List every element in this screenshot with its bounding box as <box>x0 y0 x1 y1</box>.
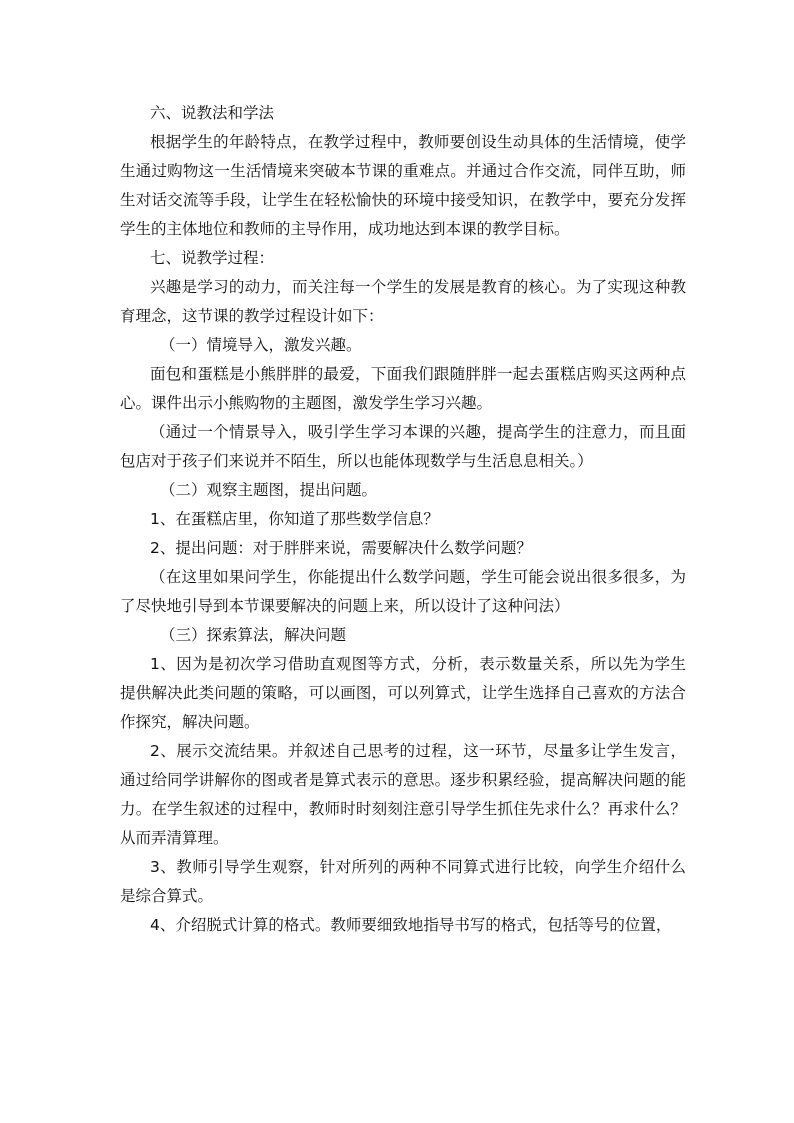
list-item-question-1: 1、在蛋糕店里，你知道了那些数学信息？ <box>150 510 439 528</box>
section-heading-teaching-methods: 六、说教法和学法 <box>150 104 275 122</box>
paragraph-teaching-methods: 根据学生的年龄特点，在教学过程中，教师要创设生动具体的生活情境，使学生通过购物这一生活情境来突破本节课的重难点。并通过合作交流，同伴互助，师生对话交流等手段，让学生在轻松愉快的环境中接受知识，在教学中，要充分发挥学生的主体地位和教师的主导作用，成功地达到本课的教学目标。 <box>120 133 686 238</box>
list-item-step-4: 4、介绍脱式计算的格式。教师要细致地指导书写的格式，包括等号的位置， <box>150 916 672 934</box>
subheading-situation-intro: （一）情境导入，激发兴趣。 <box>160 336 362 354</box>
list-item-step-1: 1、因为是初次学习借助直观图等方式，分析，表示数量关系，所以先为学生提供解决此类问题的策略，可以画图，可以列算式，让学生选择自己喜欢的方法合作探究，解决问题。 <box>120 655 686 731</box>
paragraph-bakery-scenario: 面包和蛋糕是小熊胖胖的最爱，下面我们跟随胖胖一起去蛋糕店购买这两种点心。课件出示小熊购物的主题图，激发学生学习兴趣。 <box>120 365 686 412</box>
paragraph-question-note: （在这里如果问学生，你能提出什么数学问题，学生可能会说出很多很多，为了尽快地引导到本节课要解决的问题上来，所以设计了这种问法） <box>120 568 686 615</box>
document-body <box>120 99 686 940</box>
paragraph-scenario-note: （通过一个情景导入，吸引学生学习本课的兴趣，提高学生的注意力，而且面包店对于孩子们来说并不陌生，所以也能体现数学与生活息息相关。） <box>120 423 686 470</box>
subheading-explore-methods: （三）探索算法，解决问题 <box>160 626 347 644</box>
subheading-observe-theme: （二）观察主题图，提出问题。 <box>160 481 378 499</box>
paragraph-process-intro: 兴趣是学习的动力，而关注每一个学生的发展是教育的核心。为了实现这种教育理念，这节课的教学过程设计如下： <box>120 278 686 325</box>
list-item-step-3: 3、教师引导学生观察，针对所列的两种不同算式进行比较，向学生介绍什么是综合算式。 <box>120 858 686 905</box>
section-heading-teaching-process: 七、说教学过程： <box>150 249 275 267</box>
list-item-step-2: 2、展示交流结果。并叙述自己思考的过程，这一环节，尽量多让学生发言，通过给同学讲解你的图或者是算式表示的意思。逐步积累经验，提高解决问题的能力。在学生叙述的过程中，教师时时刻刻注意引导学生抓住先求什么？再求什么？从而弄清算理。 <box>120 742 686 847</box>
list-item-question-2: 2、提出问题：对于胖胖来说，需要解决什么数学问题？ <box>150 539 532 557</box>
